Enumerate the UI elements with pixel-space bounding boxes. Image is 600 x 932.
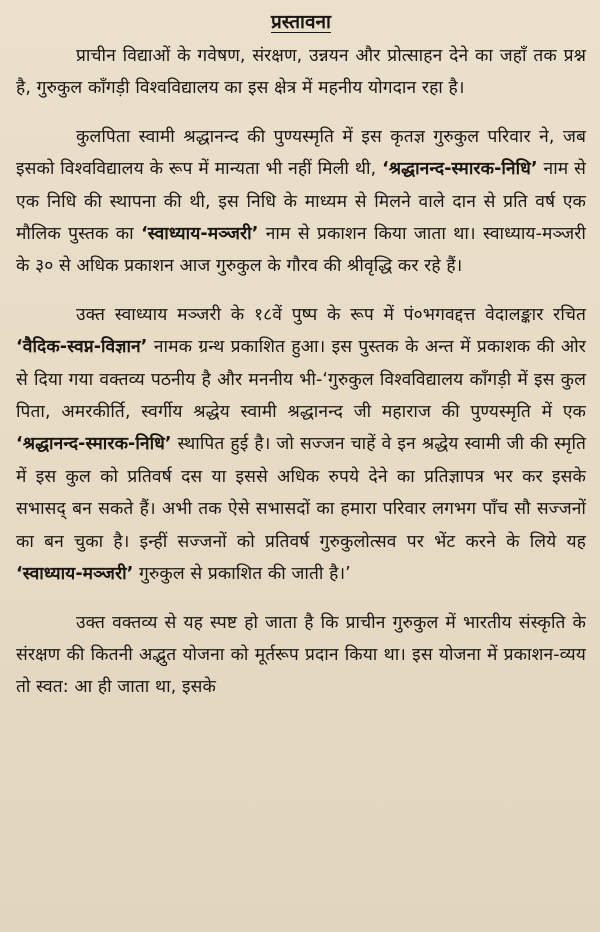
paragraph-3-bold-3: ‘स्वाध्याय-मञ्जरी’ <box>16 564 134 585</box>
paragraph-2-text-2: नाम से एक निधि की स्थापना की थी, इस निधि के माध्यम से मिलने वाले दान से प्रति वर्ष एक मौलिक पुस्तक का <box>16 159 587 245</box>
paragraph-2-text-3: नाम से प्रकाशन किया जाता था। स्वाध्याय-मञ्जरी के ३० से अधिक प्रकाशन आज गुरुकुल के गौरव की श्रीवृद्धि कर रहे हैं। <box>16 224 586 277</box>
paragraph-4: उक्त वक्तव्य से यह स्पष्ट हो जाता है कि प्राचीन गुरुकुल में भारतीय संस्कृति के संरक्षण की कितनी अद्भुत योजना को मूर्तरूप प्रदान किया था। इस योजना में प्रकाशन-व्यय तो स्वत: आ ही जाता था, इसके <box>16 612 586 698</box>
paragraph-3 <box>16 299 586 591</box>
paragraph-2-bold-1: ‘श्रद्धानन्द-स्मारक-निधि’ <box>382 159 538 180</box>
paragraph-3-text-1: उक्त स्वाध्याय मञ्जरी के १८वें पुष्प के रूप में पं०भगवद्दत्त वेदालङ्कार रचित <box>76 304 586 325</box>
page-title: प्रस्तावना <box>271 11 331 33</box>
paragraph-2-text-1: कुलपिता स्वामी श्रद्धानन्द की पुण्यस्मृति में इस कृतज्ञ गुरुकुल परिवार ने, जब इसको विश्वविद्यालय के रूप में मान्यता भी नहीं मिली थी, <box>16 126 586 180</box>
paragraph-3-text-2: नामक ग्रन्थ प्रकाशित हुआ। इस पुस्तक के अन्त में प्रकाशक की ओर से दिया गया वक्तव्य पठनीय है और मननीय भी-‘गुरुकुल विश्वविद्यालय काँगड़ी में इस कुल पिता, अमरकीर्ति, स्वर्गीय श्रद्धेय स्वामी श्रद्धानन्द जी महाराज की पुण्यस्मृति में एक <box>16 337 586 423</box>
paragraph-3-bold-2: ‘श्रद्धानन्द-स्मारक-निधि’ <box>16 434 172 455</box>
paragraph-2-bold-2: ‘स्वाध्याय-मञ्जरी’ <box>141 224 259 245</box>
paragraph-3-text-3: स्थापित हुई है। जो सज्जन चाहें वे इन श्रद्धेय स्वामी जी की स्मृति में इस कुल को प्रतिवर्ष दस या इससे अधिक रुपये देने का प्रतिज्ञापत्र भर कर इसके सभासद् बन सकते हैं। अभी तक ऐसे सभासदों का हमारा परिवार लगभग पाँच सौ सज्जनों का बन चुका है। इन्हीं सज्जनों को प्रतिवर्ष गुरुकुलोत्सव पर भेंट करने के लिये यह <box>16 434 586 552</box>
paragraph-3-text-4: गुरुकुल से प्रकाशित की जाती है।’ <box>133 564 351 585</box>
paragraph-2 <box>16 121 586 283</box>
paragraph-1: प्राचीन विद्याओं के गवेषण, संरक्षण, उन्नयन और प्रोत्साहन देने का जहाँ तक प्रश्न है, गुरुकुल काँगड़ी विश्वविद्यालय का इस क्षेत्र में महनीय योगदान रहा है। <box>16 46 586 99</box>
paragraph-3-bold-1: ‘वैदिक-स्वप्न-विज्ञान’ <box>16 337 148 358</box>
